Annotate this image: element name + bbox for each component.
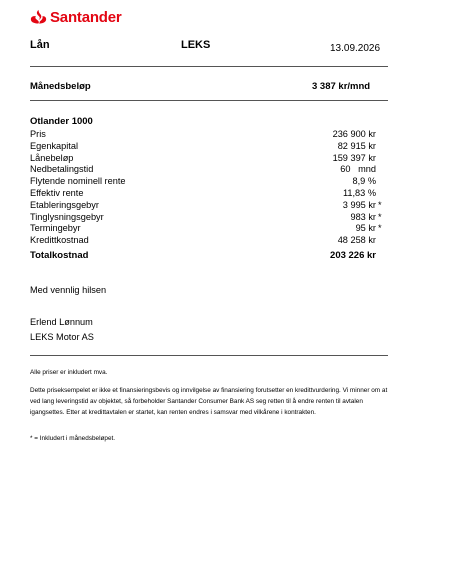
- row-label: Effektiv rente: [30, 187, 84, 198]
- row-value: 159 397 kr: [332, 152, 376, 163]
- row-label: Termingebyr: [30, 223, 81, 234]
- row-value: 11,83 %: [342, 187, 376, 198]
- row-label: Tinglysningsgebyr: [30, 211, 104, 222]
- row-value: 8,9 %: [352, 176, 376, 187]
- total-row: [30, 250, 376, 262]
- divider: [30, 100, 388, 101]
- disclaimer: Dette priseksempelet er ikke et finansieringsbevis og innvilgelse av finansiering forutsetter en kredittvurdering. Vi minner om at ved lang leveringstid av objektet, så forbeholder Santander Consumer Bank AS seg retten til å endre renten til avtalen igangsettes. Etter at kredittavtalen er startet, kan renten endres i samsvar med vilkårene i kontrakten.: [30, 387, 388, 416]
- divider: [30, 355, 388, 356]
- greeting: Med vennlig hilsen: [30, 285, 107, 295]
- vat-note: Alle priser er inkludert mva.: [30, 369, 108, 376]
- brand-name: Santander: [50, 8, 122, 26]
- product-title: Otlander 1000: [30, 116, 93, 127]
- total-value: 203 226 kr: [330, 250, 376, 261]
- table-row: [30, 164, 376, 176]
- row-label: Egenkapital: [30, 140, 79, 151]
- flame-icon: [30, 9, 47, 26]
- document-type: Lån: [30, 39, 50, 51]
- table-row: [30, 187, 376, 200]
- santander-logo: [30, 7, 122, 27]
- row-value: 3 995 kr: [342, 199, 376, 210]
- table-row: [30, 235, 376, 247]
- table-row: [30, 211, 382, 224]
- monthly-value: 3 387 kr/mnd: [312, 81, 371, 92]
- row-label: Lånebeløp: [30, 152, 74, 163]
- dealer-name: LEKS: [181, 39, 211, 51]
- row-value: 48 258 kr: [337, 235, 376, 246]
- table-row: [30, 152, 376, 165]
- divider: [30, 66, 388, 67]
- table-row: [30, 140, 376, 153]
- row-marker: *: [378, 223, 382, 234]
- table-row: [30, 199, 382, 212]
- row-value: 60 mnd: [340, 164, 376, 175]
- row-value: 82 915 kr: [337, 140, 376, 151]
- signer-name: Erlend Lønnum: [30, 317, 93, 327]
- row-marker: *: [378, 199, 382, 210]
- row-value: 236 900 kr: [332, 129, 376, 139]
- document-date: 13.09.2026: [330, 43, 381, 54]
- row-marker: *: [378, 211, 382, 222]
- row-label: Kredittkostnad: [30, 235, 89, 246]
- row-value: 983 kr: [350, 211, 376, 222]
- monthly-label: Månedsbeløp: [30, 81, 91, 92]
- total-label: Totalkostnad: [30, 250, 89, 261]
- signer-company: LEKS Motor AS: [30, 332, 94, 342]
- table-row: [30, 176, 376, 188]
- cost-breakdown: [30, 129, 382, 247]
- table-row: [30, 129, 376, 141]
- row-label: Nedbetalingstid: [30, 164, 94, 175]
- footnote: * = Inkludert i månedsbeløpet.: [30, 435, 116, 442]
- row-value: 95 kr: [355, 223, 376, 234]
- row-label: Flytende nominell rente: [30, 176, 126, 187]
- table-row: [30, 223, 382, 235]
- row-label: Etableringsgebyr: [30, 199, 99, 210]
- row-label: Pris: [30, 129, 46, 139]
